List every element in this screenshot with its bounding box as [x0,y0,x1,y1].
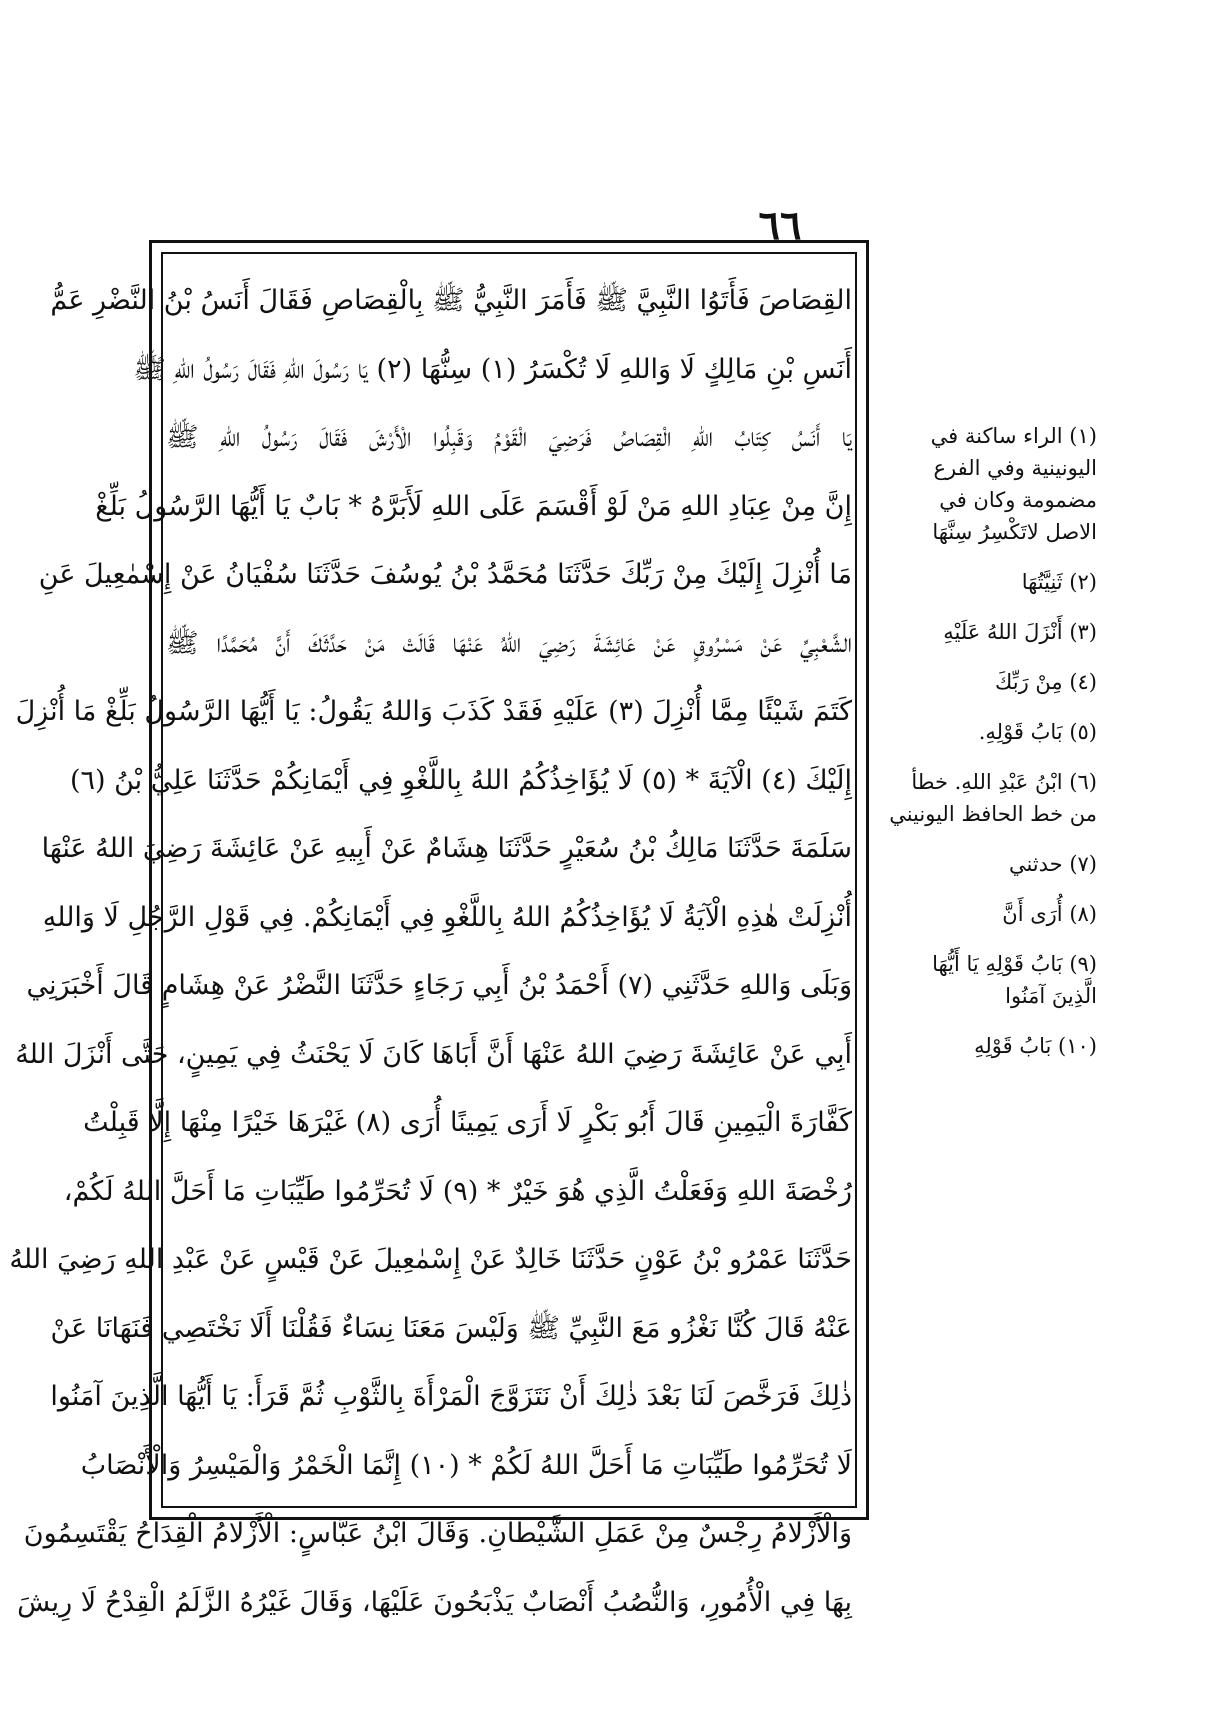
text-line: وَالْأَزْلَامُ رِجْسٌ مِنْ عَمَلِ الشَّيْطَانِ. وَقَالَ ابْنُ عَبَّاسٍ: الْأَزْلَامُ الْقِدَاحُ يَقْتَسِمُونَ [23,1518,852,1549]
main-text-block [9,267,852,1618]
text-line: عَنْهُ قَالَ كُنَّا نَغْزُو مَعَ النَّبِيِّ ﷺ وَلَيْسَ مَعَنَا نِسَاءٌ فَقُلْنَا أَلَا نَخْتَصِي فَنَهَانَا عَنْ [50,1312,852,1344]
text-line: الشَّعْبِيِّ عَنْ مَسْرُوقٍ عَنْ عَائِشَةَ رَضِيَ اللهُ عَنْهَا قَالَتْ مَنْ حَدَّثَكَ أَنَّ مُحَمَّدًا ﷺ [166,627,852,659]
margin-note: (٥) بَابُ قَوْلِهِ. [978,720,1097,744]
text-line: إِنَّ مِنْ عِبَادِ اللهِ مَنْ لَوْ أَقْسَمَ عَلَى اللهِ لَأَبَرَّهُ * بَابٌ يَا أَيُّهَا الرَّسُولُ بَلِّغْ [95,490,852,522]
margin-note: (٩) بَابُ قَوْلِهِ يَا أَيُّهَا الَّذِينَ آمَنُوا [932,952,1097,1008]
margin-note: (٤) مِنْ رَبِّكَ [995,670,1097,694]
text-line: أَبِي عَنْ عَائِشَةَ رَضِيَ اللهُ عَنْهَا أَنَّ أَبَاهَا كَانَ لَا يَحْنَثُ فِي يَمِينٍ، حَتَّى أَنْزَلَ اللهُ [15,1038,852,1070]
margin-note: (٦) ابْنُ عَبْدِ اللهِ. خطأ من خط الحافظ اليونيني [889,770,1097,826]
text-line: مَا أُنْزِلَ إِلَيْكَ مِنْ رَبِّكَ حَدَّثَنَا مُحَمَّدُ بْنُ يُوسُفَ حَدَّثَنَا سُفْيَانُ عَنْ إِسْمٰعِيلَ عَنِ [38,559,852,590]
text-line: ذٰلِكَ فَرَخَّصَ لَنَا بَعْدَ ذٰلِكَ أَنْ نَتَزَوَّجَ الْمَرْأَةَ بِالثَّوْبِ ثُمَّ قَرَأَ: يَا أَيُّهَا الَّذِينَ آمَنُوا [50,1381,852,1412]
text-line: وَبَلَى وَاللهِ حَدَّثَنِي (٧) أَحْمَدُ بْنُ أَبِي رَجَاءٍ حَدَّثَنَا النَّضْرُ عَنْ هِشَامٍ قَالَ أَخْبَرَنِي [26,970,852,1001]
text-line: إِلَيْكَ (٤) الْآيَةَ * (٥) لَا يُؤَاخِذُكُمُ اللهُ بِاللَّغْوِ فِي أَيْمَانِكُمْ حَدَّثَنَا عَلِيُّ بْنُ (٦) [69,764,852,796]
text-line: رُخْصَةَ اللهِ وَفَعَلْتُ الَّذِي هُوَ خَيْرٌ * (٩) لَا تُحَرِّمُوا طَيِّبَاتِ مَا أَحَلَّ اللهُ لَكُمْ، [63,1175,852,1207]
page-number: ٦٦ [758,202,802,249]
text-line: أُنْزِلَتْ هٰذِهِ الْآيَةُ لَا يُؤَاخِذُكُمُ اللهُ بِاللَّغْوِ فِي أَيْمَانِكُمْ. فِي قَوْلِ الرَّجُلِ لَا وَاللهِ [42,901,852,933]
margin-note: (٧) حدثني [1008,852,1097,876]
text-line: كَفَّارَةَ الْيَمِينِ قَالَ أَبُو بَكْرٍ لَا أَرَى يَمِينًا أُرَى (٨) غَيْرَهَا خَيْرًا مِنْهَا إِلَّا قَبِلْتُ [83,1107,852,1138]
text-line: لَا تُحَرِّمُوا طَيِّبَاتِ مَا أَحَلَّ اللهُ لَكُمْ * (١٠) إِنَّمَا الْخَمْرُ وَالْمَيْسِرُ وَالْأَنْصَابُ [80,1449,852,1481]
text-line: أَنَسِ بْنِ مَالِكٍ لَا وَاللهِ لَا تُكْسَرُ (١) سِنُّهَا (٢) يَا رَسُولَ اللهِ فَقَالَ رَسُولُ اللهِ ﷺ [133,353,852,385]
text-line: حَدَّثَنَا عَمْرُو بْنُ عَوْنٍ حَدَّثَنَا خَالِدٌ عَنْ إِسْمٰعِيلَ عَنْ قَيْسٍ عَنْ عَبْدِ اللهِ رَضِيَ اللهُ [9,1244,852,1275]
margin-note: (١) الراء ساكنة في اليونينية وفي الفرع مضمومة وكان في الاصل لاتَكْسِرُ سِنَّهَا [930,424,1097,544]
text-line: بِهَا فِي الْأُمُورِ، وَالنُّصُبُ أَنْصَابٌ يَذْبَحُونَ عَلَيْهَا، وَقَالَ غَيْرُهُ الزَّلَمُ الْقِدْحُ لَا رِيشَ [17,1586,852,1618]
margin-note: (٣) أَنْزَلَ اللهُ عَلَيْهِ [943,620,1097,644]
text-line: كَتَمَ شَيْئًا مِمَّا أُنْزِلَ (٣) عَلَيْهِ فَقَدْ كَذَبَ وَاللهُ يَقُولُ: يَا أَيُّهَا الرَّسُولُ بَلِّغْ مَا أُنْزِلَ [15,696,852,727]
text-line: يَا أَنَسُ كِتَابُ اللهِ الْقِصَاصُ فَرَضِيَ الْقَوْمُ وَقَبِلُوا الْأَرْشَ فَقَالَ رَسُولُ اللهِ ﷺ [166,422,852,453]
margin-note: (٢) ثَنِيَّتُهَا [1021,570,1097,594]
margin-notes [882,420,1097,1080]
text-line: سَلَمَةَ حَدَّثَنَا مَالِكُ بْنُ سُعَيْرٍ حَدَّثَنَا هِشَامٌ عَنْ أَبِيهِ عَنْ عَائِشَةَ رَضِيَ اللهُ عَنْهَا [41,833,852,864]
text-frame [9,240,869,1618]
text-line: القِصَاصَ فَأَتَوُا النَّبِيَّ ﷺ فَأَمَرَ النَّبِيُّ ﷺ بِالْقِصَاصِ فَقَالَ أَنَسُ بْنُ النَّضْرِ عَمُّ [50,285,852,316]
margin-note: (٨) أُرَى أَنَّ [1002,902,1097,926]
margin-note: (١٠) بَابُ قَوْلِهِ [974,1034,1097,1058]
